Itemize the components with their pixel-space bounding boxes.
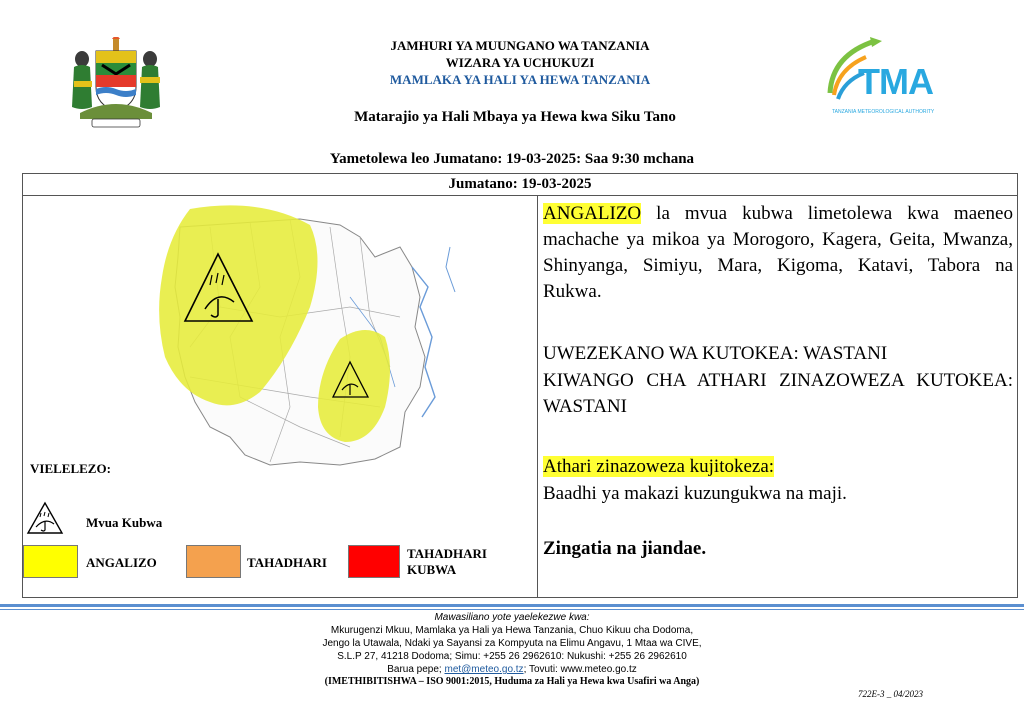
impacts-text: Baadhi ya makazi kuzungukwa na maji.: [543, 483, 847, 504]
impacts-heading-wrap: [543, 454, 1013, 480]
column-divider: [537, 196, 538, 597]
legend-swatch-angalizo: [23, 545, 78, 578]
impact-level-text: KIWANGO CHA ATHARI ZINAZOWEZA KUTOKEA: WASTANI: [543, 370, 1013, 417]
footer-rule: [0, 604, 1024, 607]
closing-advice: Zingatia na jiandae.: [543, 538, 707, 559]
header-country: JAMHURI YA MUUNGANO WA TANZANIA: [390, 38, 650, 53]
tma-logo: [820, 35, 955, 120]
legend-symbol-label: Mvua Kubwa: [86, 515, 163, 530]
footer-website: ; Tovuti: www.meteo.go.tz: [523, 664, 637, 675]
legend-swatch-tahadhari: [186, 545, 241, 578]
heavy-rain-symbol-icon: [26, 501, 64, 535]
legend-label-tahadhari: TAHADHARI: [247, 555, 327, 570]
legend-title: VIELELEZO:: [30, 461, 111, 476]
legend-swatch-tahadhari-kubwa: [348, 545, 400, 578]
footer-contact-heading: Mawasiliano yote yaelekezwe kwa:: [434, 612, 590, 623]
legend-label-angalizo: ANGALIZO: [86, 555, 157, 570]
legend-label-tahadhari-kubwa: TAHADHARI KUBWA: [407, 546, 487, 577]
coat-of-arms-emblem: [62, 37, 170, 129]
impacts-heading: Athari zinazoweza kujitokeza:: [543, 456, 775, 477]
footer-email-prefix: Barua pepe;: [387, 664, 445, 675]
footer-address-3: S.L.P 27, 41218 Dodoma; Simu: +255 26 2962610: Nukushi: +255 26 2962610: [337, 651, 687, 662]
document-code: 722E-3 _ 04/2023: [858, 689, 923, 699]
issued-timestamp: Yametolewa leo Jumatano: 19-03-2025: Saa 9:30 mchana: [329, 151, 695, 167]
forecast-title: Matarajio ya Hali Mbaya ya Hewa kwa Siku Tano: [354, 109, 676, 125]
footer-address-1: Mkurugenzi Mkuu, Mamlaka ya Hali ya Hewa Tanzania, Chuo Kikuu cha Dodoma,: [330, 625, 694, 636]
likelihood-text: UWEZEKANO WA KUTOKEA: WASTANI: [543, 343, 888, 364]
footer-address-2: Jengo la Utawala, Ndaki ya Sayansi za Kompyuta na Elimu Angavu, 1 Mtaa wa CIVE,: [322, 638, 702, 649]
header-ministry: WIZARA YA UCHUKUZI: [445, 55, 595, 70]
header-agency: MAMLAKA YA HALI YA HEWA TANZANIA: [389, 72, 651, 87]
tma-logo-subtitle: TANZANIA METEOROLOGICAL AUTHORITY: [832, 109, 935, 115]
advisory-text: la mvua kubwa limetolewa kwa maeneo machache ya mikoa ya Morogoro, Kagera, Geita, Mwanza, Shinyanga, Simiyu, Mara, Kigoma, Katavi, Tabora na Rukwa.: [543, 203, 1013, 302]
footer-rule-thin: [0, 609, 1024, 610]
footer-email-link[interactable]: met@meteo.go.tz: [444, 664, 524, 675]
advisory-paragraph: [543, 201, 1013, 305]
footer-certification: (IMETHIBITISHWA – ISO 9001:2015, Huduma za Hali ya Hewa kwa Usafiri wa Anga): [324, 676, 700, 687]
tanzania-warning-map: [150, 197, 480, 492]
forecast-day: Jumatano: 19-03-2025: [23, 174, 1017, 196]
tma-logo-text: TMA: [858, 61, 933, 102]
advisory-level-highlight: ANGALIZO: [543, 203, 642, 224]
